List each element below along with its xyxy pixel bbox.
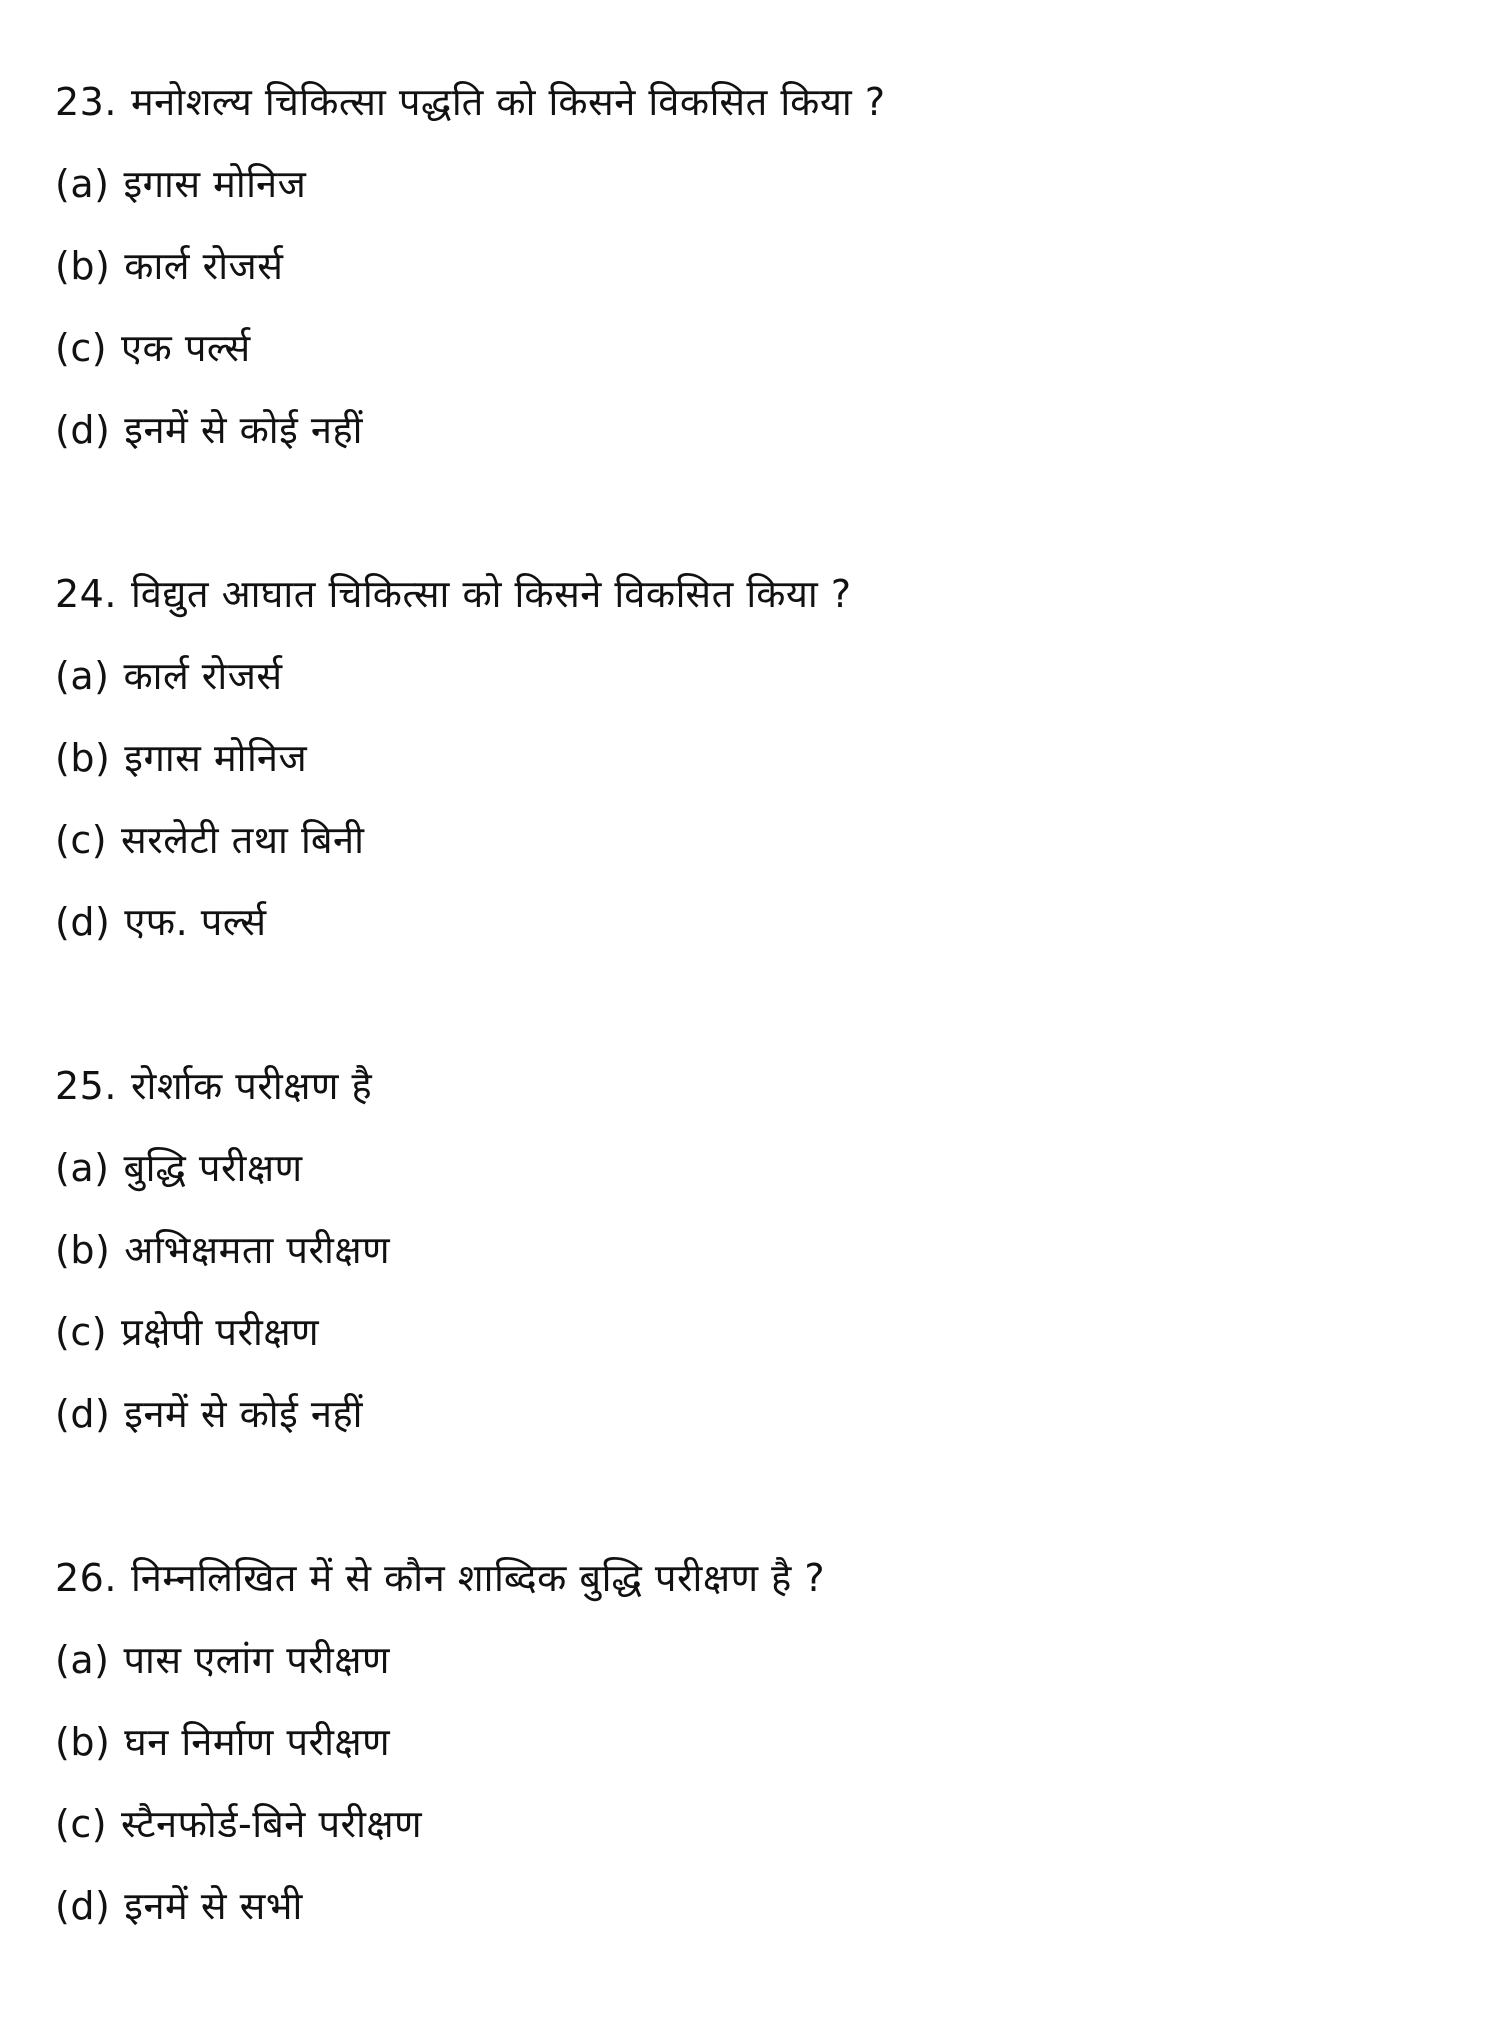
option-label: (d): [55, 408, 111, 452]
option-label: (b): [55, 244, 111, 288]
option-text: इनमें से सभी: [124, 1884, 303, 1928]
option-24-b: [55, 733, 307, 783]
option-label: (d): [55, 900, 111, 944]
option-text: इगास मोनिज: [123, 162, 307, 206]
option-label: (c): [55, 326, 108, 370]
option-23-b: [55, 241, 283, 291]
option-label: (b): [55, 1228, 111, 1272]
question-number: 25.: [55, 1064, 117, 1108]
option-label: (c): [55, 1310, 108, 1354]
option-text: इनमें से कोई नहीं: [124, 408, 363, 452]
option-label: (a): [55, 654, 110, 698]
option-text: कार्ल रोजर्स: [123, 654, 283, 698]
question-26: [55, 1553, 825, 1603]
question-number: 26.: [55, 1556, 117, 1600]
option-24-d: [55, 897, 267, 947]
option-label: (d): [55, 1392, 111, 1436]
option-23-a: [55, 159, 306, 209]
option-26-a: [55, 1635, 390, 1685]
option-26-b: [55, 1717, 390, 1767]
question-24: [55, 569, 852, 619]
option-26-c: [55, 1799, 422, 1849]
option-25-d: [55, 1389, 363, 1439]
option-label: (d): [55, 1884, 111, 1928]
question-number: 23.: [55, 80, 117, 124]
option-23-d: [55, 405, 363, 455]
option-text: एफ. पर्ल्स: [124, 900, 267, 944]
option-label: (b): [55, 1720, 111, 1764]
option-label: (a): [55, 1638, 110, 1682]
option-25-b: [55, 1225, 390, 1275]
option-text: अभिक्षमता परीक्षण: [124, 1228, 391, 1272]
question-text: रोर्शाक परीक्षण है: [130, 1064, 373, 1108]
question-text: विद्युत आघात चिकित्सा को किसने विकसित किया ?: [130, 572, 852, 616]
option-label: (c): [55, 818, 108, 862]
option-text: सरलेटी तथा बिनी: [121, 818, 365, 862]
question-23: [55, 77, 886, 127]
option-text: बुद्धि परीक्षण: [123, 1146, 303, 1190]
question-25: [55, 1061, 372, 1111]
option-text: एक पर्ल्स: [121, 326, 251, 370]
question-text: मनोशल्य चिकित्सा पद्धति को किसने विकसित किया ?: [130, 80, 886, 124]
question-text: निम्नलिखित में से कौन शाब्दिक बुद्धि परीक्षण है ?: [130, 1556, 826, 1600]
option-label: (a): [55, 162, 110, 206]
option-text: इनमें से कोई नहीं: [124, 1392, 363, 1436]
option-25-a: [55, 1143, 303, 1193]
option-23-c: [55, 323, 251, 373]
option-label: (b): [55, 736, 111, 780]
option-label: (c): [55, 1802, 108, 1846]
option-text: स्टैनफोर्ड-बिने परीक्षण: [121, 1802, 423, 1846]
option-text: पास एलांग परीक्षण: [123, 1638, 390, 1682]
option-25-c: [55, 1307, 319, 1357]
option-text: कार्ल रोजर्स: [124, 244, 284, 288]
question-number: 24.: [55, 572, 117, 616]
option-26-d: [55, 1881, 303, 1931]
option-text: घन निर्माण परीक्षण: [124, 1720, 391, 1764]
option-text: प्रक्षेपी परीक्षण: [121, 1310, 320, 1354]
option-text: इगास मोनिज: [124, 736, 308, 780]
option-24-a: [55, 651, 283, 701]
option-24-c: [55, 815, 364, 865]
option-label: (a): [55, 1146, 110, 1190]
